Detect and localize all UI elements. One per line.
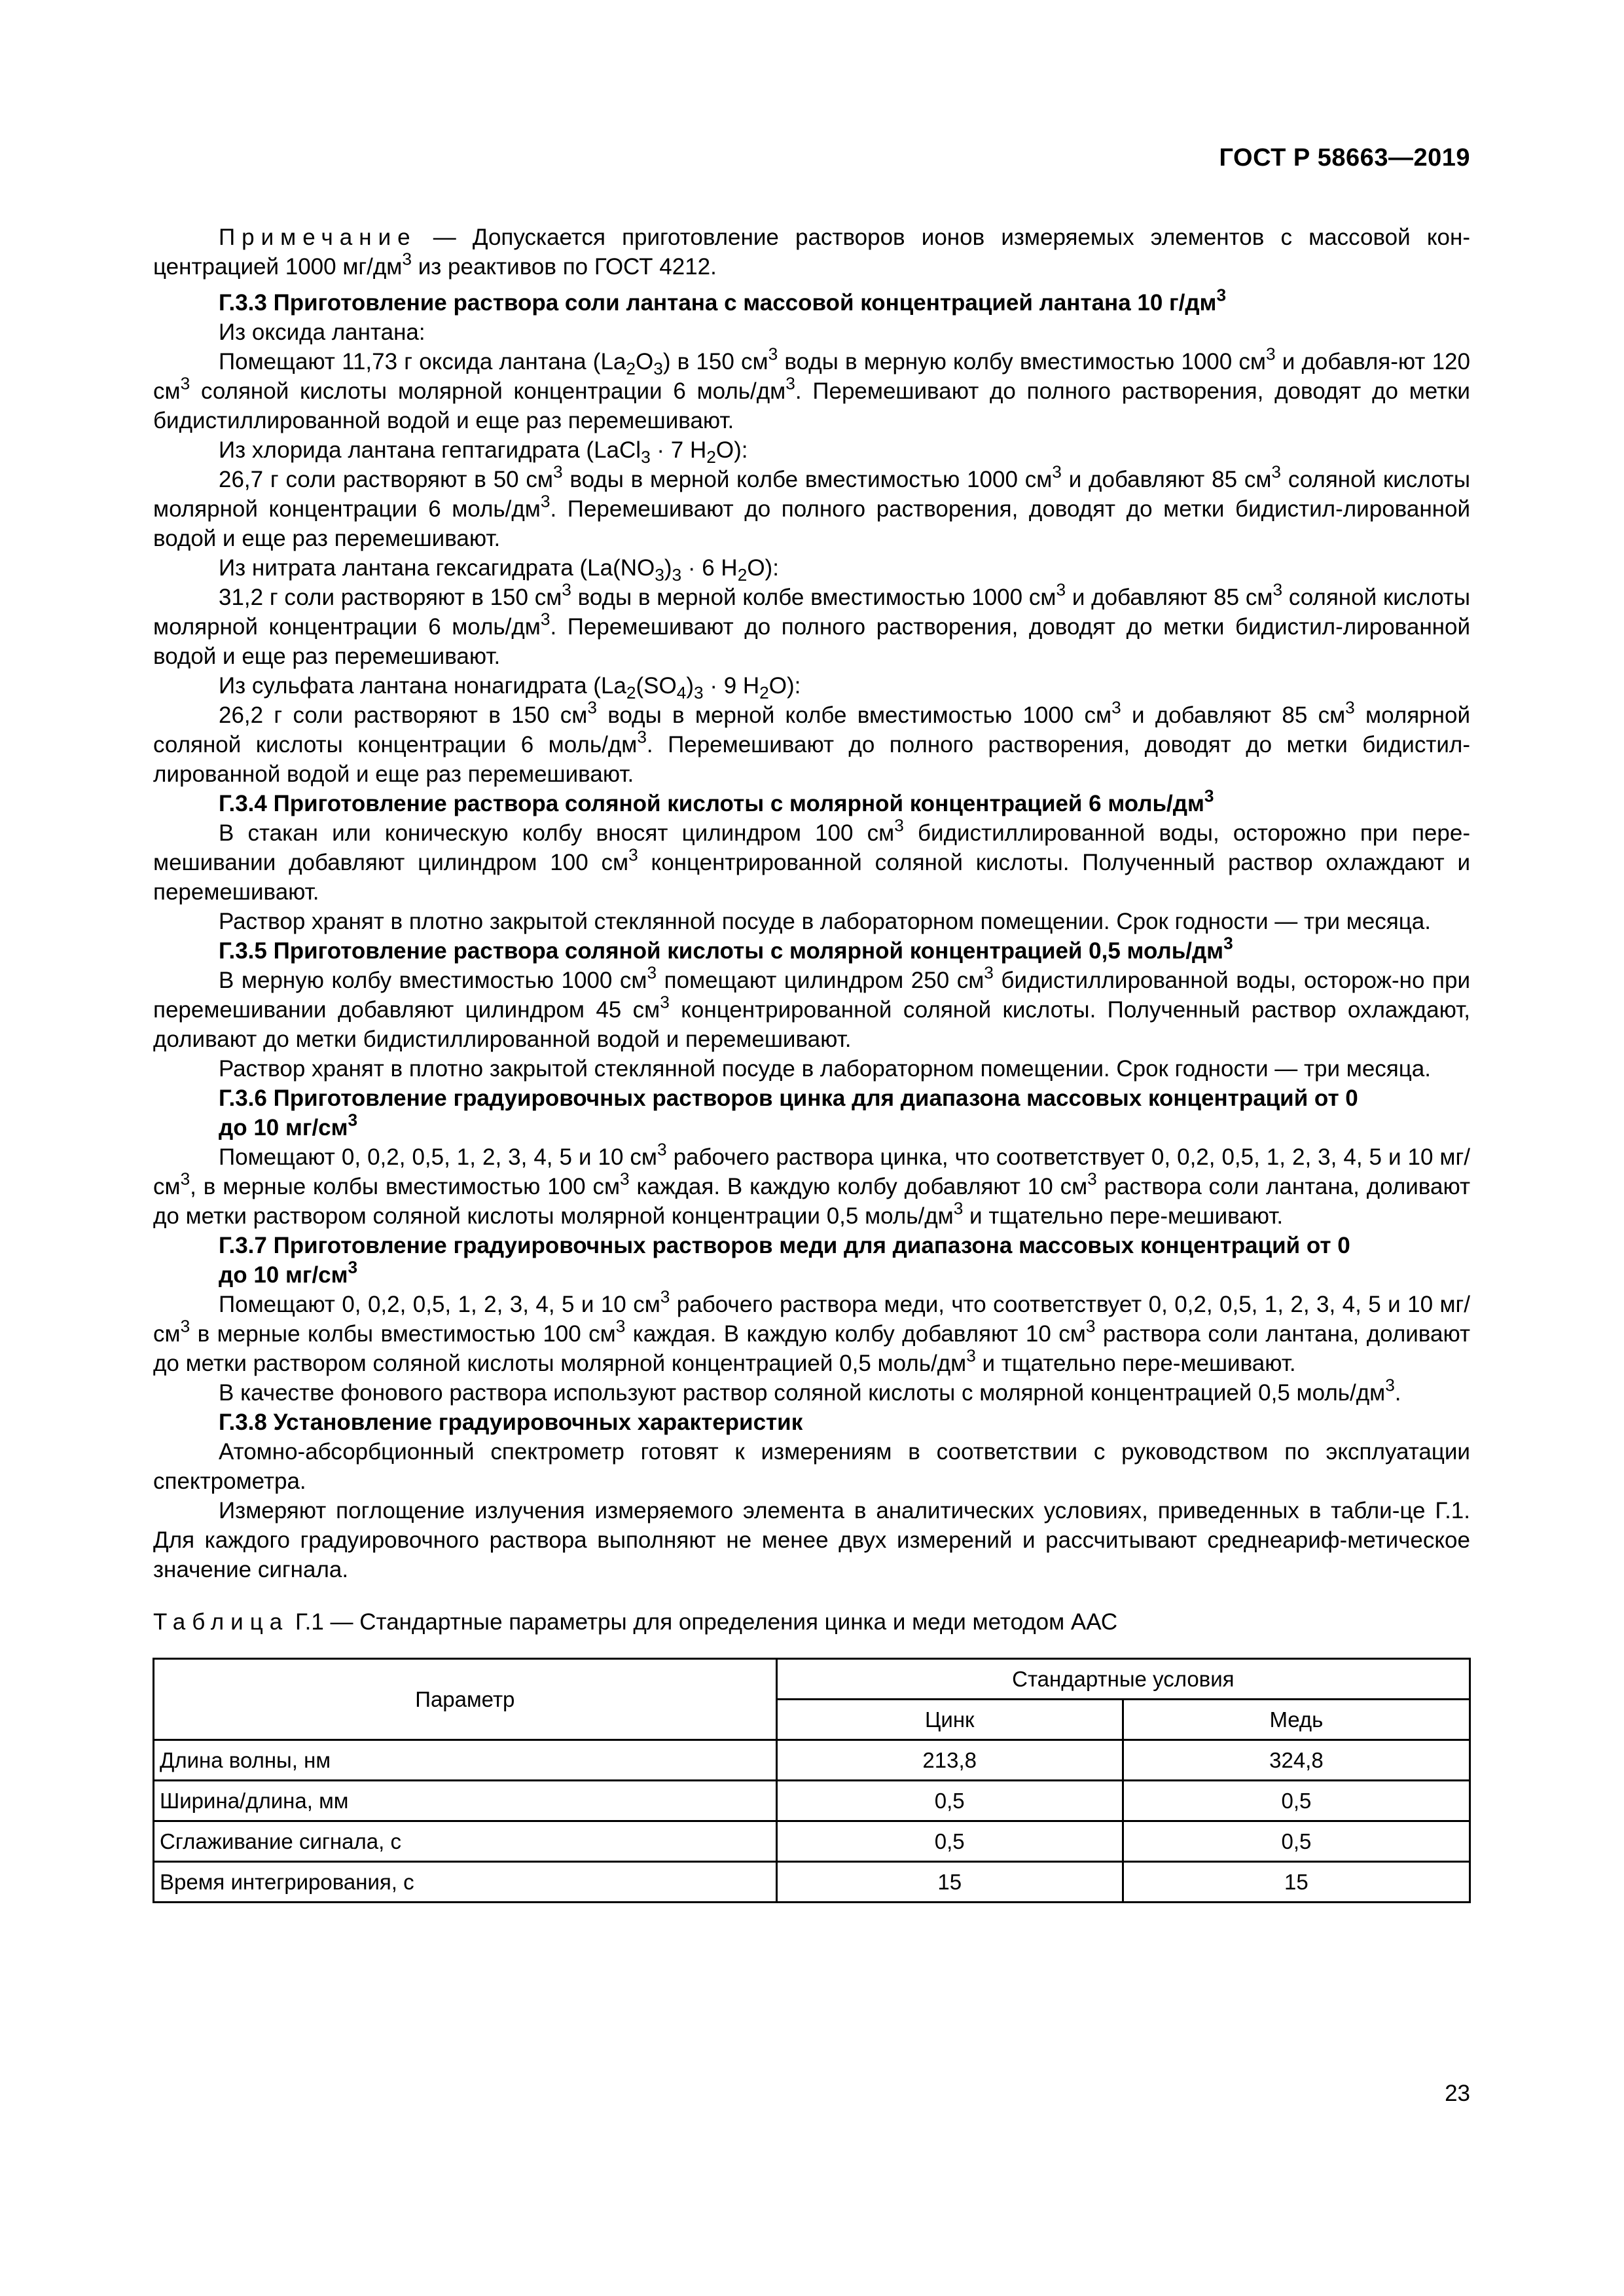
superscript: 3 (637, 727, 647, 747)
subscript: 3 (693, 682, 704, 702)
cell-zinc: 213,8 (776, 1740, 1123, 1781)
cell-param: Сглаживание сигнала, с (154, 1821, 777, 1862)
subscript: 4 (676, 682, 687, 702)
text: . Перемешивают до полного растворения, доводят до метки бидистиллированной водой и еще раз перемешивают. (153, 378, 1470, 433)
note-text: из реактивов по ГОСТ 4212. (411, 254, 717, 280)
superscript: 3 (348, 1257, 358, 1277)
superscript: 3 (785, 373, 795, 393)
superscript: 3 (1216, 285, 1227, 305)
superscript: 3 (1204, 786, 1214, 806)
superscript: 3 (768, 344, 778, 364)
text: воды в мерной колбе вместимостью 1000 см (562, 467, 1053, 492)
heading-text: Г.3.7 Приготовление градуировочных растворов меди для диапазона массовых концентраций от 0 (219, 1233, 1350, 1258)
text: воды в мерной колбе вместимостью 1000 см (571, 585, 1056, 610)
subscript: 2 (759, 682, 769, 702)
paragraph (153, 1139, 1470, 1231)
paragraph (153, 697, 1470, 789)
heading-text: Г.3.3 Приготовление раствора соли лантана с массовой концентрацией лантана 10 г/дм (219, 290, 1217, 316)
superscript: 3 (984, 962, 994, 983)
header-copper: Медь (1123, 1700, 1470, 1740)
cell-copper: 0,5 (1123, 1821, 1470, 1862)
section-heading-g36 (153, 1084, 1470, 1142)
subscript: 3 (641, 446, 651, 467)
note-label: Примечание (219, 225, 417, 250)
section-heading-g34 (153, 786, 1470, 818)
table-caption-label: Таблица (153, 1609, 289, 1635)
text: 26,2 г соли растворяют в 150 см (219, 702, 588, 728)
text: концентрированной соляной кислоты. Полученный раствор охлаждают и перемешивают. (153, 850, 1470, 905)
text: В мерную колбу вместимостью 1000 см (219, 968, 647, 993)
heading-text: до 10 мг/см (219, 1115, 348, 1140)
table-row (154, 1821, 1470, 1862)
superscript: 3 (966, 1345, 976, 1366)
text: . Перемешивают до полного растворения, доводят до метки бидистил-лированной водой и еще раз перемешивают. (153, 496, 1470, 551)
superscript: 3 (1087, 1169, 1097, 1189)
superscript: 3 (1052, 462, 1062, 482)
table-caption-text: Г.1 — Стандартные параметры для определения цинка и меди методом ААС (289, 1609, 1118, 1635)
superscript: 3 (540, 491, 550, 511)
text: · 7 H (650, 437, 707, 463)
text: концентрированной соляной кислоты. Полученный раствор охлаждают, доливают до метки бидистиллированной водой и перемешивают. (153, 997, 1470, 1052)
text: и добавля-ют 120 см (153, 349, 1470, 404)
subscript: 3 (672, 564, 682, 585)
text: O): (747, 555, 779, 581)
text: . Перемешивают до полного растворения, доводят до метки бидистил-лированной водой и еще раз перемешивают. (153, 732, 1470, 787)
cell-copper: 324,8 (1123, 1740, 1470, 1781)
cell-param: Длина волны, нм (154, 1740, 777, 1781)
text: и добавляют 85 см (1121, 702, 1346, 728)
page-number: 23 (1445, 2081, 1470, 2106)
superscript: 3 (1272, 579, 1283, 600)
subscript: 3 (653, 358, 663, 378)
superscript: 3 (540, 609, 550, 629)
superscript: 3 (647, 962, 657, 983)
superscript: 3 (1271, 462, 1282, 482)
paragraph (153, 344, 1470, 435)
note-paragraph (153, 223, 1470, 282)
text: бидистиллированной воды, осторожно при пере-мешивании добавляют цилиндром 100 см (153, 820, 1470, 875)
subscript: 3 (655, 564, 664, 585)
table-caption (153, 1607, 1470, 1637)
text: ) (664, 555, 672, 581)
superscript: 3 (894, 815, 904, 835)
section-heading-g33 (153, 285, 1470, 318)
paragraph: Из оксида лантана: (219, 319, 425, 345)
subscript: 2 (626, 682, 636, 702)
text: и тщательно пере-мешивают. (975, 1351, 1296, 1376)
superscript: 3 (180, 373, 190, 393)
cell-copper: 15 (1123, 1862, 1470, 1903)
paragraph (153, 1375, 1470, 1408)
superscript: 3 (660, 992, 670, 1012)
text: . (1394, 1380, 1401, 1406)
text: O (635, 349, 654, 374)
superscript: 3 (628, 845, 638, 865)
superscript: 3 (620, 1169, 630, 1189)
superscript: 3 (1056, 579, 1066, 600)
section-heading-g37 (153, 1231, 1470, 1290)
text: соляной кислоты молярной концентрации 6 моль/дм (153, 467, 1470, 522)
subscript: 2 (626, 358, 636, 378)
superscript: 3 (402, 249, 412, 269)
superscript: 3 (552, 462, 563, 482)
superscript: 3 (1111, 697, 1121, 718)
cell-param: Ширина/длина, мм (154, 1781, 777, 1821)
text: . Перемешивают до полного растворения, доводят до метки бидистил-лированной водой и еще раз перемешивают. (153, 614, 1470, 669)
text: ) (686, 673, 694, 699)
superscript: 3 (660, 1286, 670, 1307)
superscript: 3 (180, 1316, 190, 1336)
superscript: 3 (657, 1139, 667, 1159)
table-row (154, 1781, 1470, 1821)
text: Помещают 0, 0,2, 0,5, 1, 2, 3, 4, 5 и 10 см (219, 1144, 657, 1170)
header-standard-conditions: Стандартные условия (776, 1659, 1470, 1700)
text: Помещают 0, 0,2, 0,5, 1, 2, 3, 4, 5 и 10 см (219, 1292, 660, 1317)
heading-text: до 10 мг/см (219, 1262, 348, 1288)
superscript: 3 (562, 579, 571, 600)
superscript: 3 (1385, 1375, 1395, 1395)
paragraph (153, 815, 1470, 907)
superscript: 3 (587, 697, 597, 718)
text: соляной кислоты молярной концентрации 6 моль/дм (190, 378, 786, 404)
paragraph: Измеряют поглощение излучения измеряемого элемента в аналитических условиях, приведенных в табли-це Г.1. Для каждого градуировочного раствора выполняют не менее двух измерений и рассчитывают среднеариф-метическое значение сигнала. (153, 1498, 1470, 1582)
section-heading-g35 (153, 933, 1470, 966)
text: В стакан или коническую колбу вносят цилиндром 100 см (219, 820, 895, 846)
cell-zinc: 15 (776, 1862, 1123, 1903)
text: Из нитрата лантана гексагидрата (La(NO (219, 555, 655, 581)
text: Из сульфата лантана нонагидрата (La (219, 673, 626, 699)
table-header-row (154, 1659, 1470, 1700)
paragraph (153, 1286, 1471, 1378)
text: каждая. В каждую колбу добавляют 10 см (625, 1321, 1086, 1347)
table-row (154, 1740, 1470, 1781)
text: раствора соли лантана, доливают до метки раствором соляной кислоты молярной концентрации 0,5 моль/дм (153, 1174, 1470, 1229)
text: соляной кислоты молярной концентрации 6 моль/дм (153, 585, 1470, 640)
paragraph (153, 579, 1470, 671)
text: , в мерные колбы вместимостью 100 см (190, 1174, 621, 1199)
text: · 9 H (703, 673, 760, 699)
heading-text: Г.3.6 Приготовление градуировочных растворов цинка для диапазона массовых концентраций от 0 (219, 1085, 1358, 1111)
text: и добавляют 85 см (1061, 467, 1272, 492)
note-text: — Допускается приготовление растворов ионов измеряемых элементов с массовой кон-центрацией 1000 мг/дм (153, 225, 1470, 280)
paragraph: Раствор хранят в плотно закрытой стеклянной посуде в лабораторном помещении. Срок годности — три месяца. (219, 909, 1431, 934)
paragraph (153, 553, 1470, 583)
document-code-header: ГОСТ Р 58663—2019 (1219, 144, 1470, 172)
paragraph: Атомно-абсорбционный спектрометр готовят к измерениям в соответствии с руководством по эксплуатации спектрометра. (153, 1439, 1470, 1494)
paragraph (153, 962, 1470, 1054)
text: Помещают 11,73 г оксида лантана (La (219, 349, 626, 374)
text: Из хлорида лантана гептагидрата (LaCl (219, 437, 641, 463)
cell-copper: 0,5 (1123, 1781, 1470, 1821)
page-content (153, 223, 1470, 1903)
subscript: 2 (706, 446, 716, 467)
paragraph (153, 462, 1470, 553)
text: 31,2 г соли растворяют в 150 см (219, 585, 562, 610)
parameters-table (153, 1658, 1471, 1903)
paragraph (153, 671, 1470, 701)
text: · 6 H (681, 555, 738, 581)
text: В качестве фонового раствора используют раствор соляной кислоты с молярной концентрацией 0,5 моль/дм (219, 1380, 1386, 1406)
header-zinc: Цинк (776, 1700, 1123, 1740)
text: и добавляют 85 см (1066, 585, 1273, 610)
superscript: 3 (348, 1110, 358, 1130)
superscript: 3 (1085, 1316, 1096, 1336)
header-parameter: Параметр (154, 1659, 777, 1740)
paragraph: Раствор хранят в плотно закрытой стеклянной посуде в лабораторном помещении. Срок годности — три месяца. (219, 1056, 1431, 1082)
text: ) в 150 см (662, 349, 768, 374)
text: помещают цилиндром 250 см (657, 968, 984, 993)
text: каждая. В каждую колбу добавляют 10 см (629, 1174, 1088, 1199)
superscript: 3 (1265, 344, 1276, 364)
table-row (154, 1862, 1470, 1903)
superscript: 3 (180, 1169, 190, 1189)
text: воды в мерную колбу вместимостью 1000 см (778, 349, 1266, 374)
text: и тщательно пере-мешивают. (963, 1203, 1284, 1229)
superscript: 3 (953, 1198, 964, 1218)
superscript: 3 (1345, 697, 1355, 718)
subscript: 2 (737, 564, 748, 585)
cell-zinc: 0,5 (776, 1821, 1123, 1862)
heading-text: Г.3.4 Приготовление раствора соляной кислоты с молярной концентрацией 6 моль/дм (219, 791, 1204, 816)
text: O): (715, 437, 748, 463)
text: молярной соляной кислоты концентрации 6 моль/дм (153, 702, 1470, 757)
heading-text: Г.3.5 Приготовление раствора соляной кислоты с молярной концентрацией 0,5 моль/дм (219, 938, 1224, 964)
text: рабочего раствора меди, что соответствует 0, 0,2, 0,5, 1, 2, 3, 4, 5 и 10 мг/см (153, 1292, 1471, 1347)
section-heading-g38: Г.3.8 Установление градуировочных характеристик (219, 1410, 803, 1435)
paragraph (153, 435, 1470, 465)
text: бидистиллированной воды, осторож-но при перемешивании добавляют цилиндром 45 см (153, 968, 1470, 1023)
text: (SO (636, 673, 677, 699)
text: рабочего раствора цинка, что соответствует 0, 0,2, 0,5, 1, 2, 3, 4, 5 и 10 мг/см (153, 1144, 1470, 1199)
cell-param: Время интегрирования, с (154, 1862, 777, 1903)
cell-zinc: 0,5 (776, 1781, 1123, 1821)
superscript: 3 (1223, 933, 1233, 953)
text: O): (768, 673, 801, 699)
superscript: 3 (615, 1316, 626, 1336)
text: 26,7 г соли растворяют в 50 см (219, 467, 553, 492)
text: раствора соли лантана, доливают до метки раствором соляной кислоты молярной концентрацией 0,5 моль/дм (153, 1321, 1470, 1376)
text: в мерные колбы вместимостью 100 см (190, 1321, 616, 1347)
text: воды в мерной колбе вместимостью 1000 см (596, 702, 1112, 728)
